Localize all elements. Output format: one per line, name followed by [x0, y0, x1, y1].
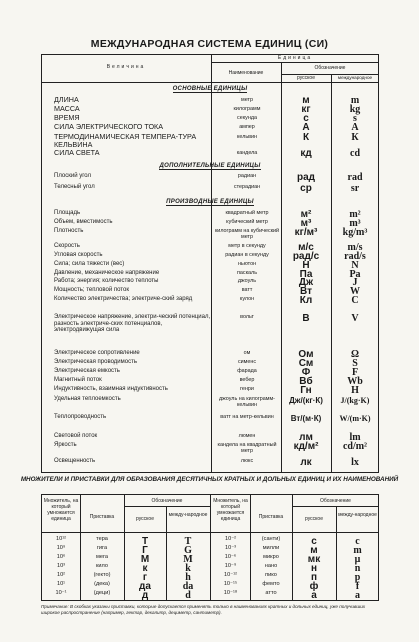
unit-name: стерадиан [233, 184, 261, 190]
prefix-symbol-international: μ [354, 554, 361, 565]
unit-name: килограмм на кубический метр [214, 228, 280, 240]
prefix-symbol-russian: мк [307, 554, 321, 565]
prefix-name: милли [262, 545, 280, 551]
quantity-name: Угловая скорость [54, 252, 103, 258]
symbol-international: s [353, 113, 357, 124]
unit-name: кельвин [236, 134, 258, 140]
symbol-russian: кд [300, 148, 312, 159]
prefix-multiplier: 10¹ [56, 581, 66, 587]
prefix-symbol-international: d [185, 590, 191, 601]
symbol-international: К [351, 132, 359, 143]
symbol-international: J/(kg·K) [340, 396, 370, 405]
quantity-name: Индуктивность, взаимная индуктивность [54, 386, 168, 392]
symbol-russian: А [302, 122, 310, 133]
symbol-russian: м² [300, 209, 312, 220]
ph-mult-right: Множитель, на который умножается единица [213, 498, 248, 522]
ph-intl-right: между-народное [338, 512, 377, 518]
prefix-multiplier: 10⁶ [56, 554, 66, 560]
quantity-name: Работа; энергия; количество теплоты [54, 278, 159, 284]
symbol-international: kg/m³ [342, 227, 368, 238]
quantity-name: Яркость [54, 442, 77, 448]
symbol-russian: Н [302, 260, 310, 271]
symbol-international: cd [350, 148, 360, 159]
symbol-russian: м/с [298, 242, 314, 253]
symbol-russian: лм [299, 432, 313, 443]
symbol-russian: Ом [298, 349, 314, 360]
prefix-symbol-russian: М [140, 554, 150, 565]
prefix-symbol-international: p [354, 572, 361, 583]
symbol-russian: кг/м³ [294, 227, 318, 238]
prefix-name: мега [96, 554, 108, 560]
symbol-russian: Дж/(кг·К) [289, 396, 323, 405]
quantity-name: Электрическая проводимость [54, 359, 137, 365]
symbol-international: sr [350, 183, 360, 194]
quantity-name: Объем, вместимость [54, 219, 113, 225]
prefix-multiplier: 10⁻¹⁸ [223, 590, 238, 596]
prefix-symbol-russian: н [310, 563, 318, 574]
quantity-name: Давление, механическое напряжение [54, 270, 160, 276]
symbol-international: m/s [347, 242, 363, 253]
prefix-symbol-international: T [184, 536, 192, 547]
quantity-name: Теплопроводность [54, 414, 107, 420]
unit-name: джоуль [237, 278, 257, 284]
header-name: Наименование [228, 70, 264, 76]
prefix-name: тера [96, 536, 108, 542]
prefix-symbol-russian: г [142, 572, 148, 583]
symbol-international: Pa [349, 269, 361, 280]
prefix-multiplier: 10⁹ [56, 545, 66, 551]
prefix-name: фемто [262, 581, 280, 587]
symbol-russian: Кл [299, 295, 313, 306]
ph-designation-right: Обозначение [320, 498, 351, 504]
unit-name: паскаль [236, 270, 258, 276]
prefix-header-line [41, 532, 379, 533]
prefix-multiplier: 10⁻⁹ [224, 563, 237, 569]
quantity-name: Скорость [54, 243, 80, 249]
quantity-name: СИЛА СВЕТА [54, 148, 100, 157]
prefix-symbol-russian: д [141, 590, 149, 601]
section-title-additional: ДОПОЛНИТЕЛЬНЫЕ ЕДИНИЦЫ [159, 163, 261, 169]
prefix-symbol-international: c [355, 536, 360, 547]
prefix-multiplier: 10⁻² [224, 536, 237, 542]
prefix-symbol-russian: ф [309, 581, 319, 592]
quantity-name: Плоский угол [54, 173, 91, 179]
prefix-multiplier: 10⁻³ [224, 545, 237, 551]
prefix-symbol-russian: да [139, 581, 151, 592]
symbol-russian: рад/с [292, 251, 320, 262]
prefix-symbol-russian: к [142, 563, 148, 574]
page-title: МЕЖДУНАРОДНАЯ СИСТЕМА ЕДИНИЦ (СИ) [90, 38, 329, 50]
symbol-international: W/(m·K) [339, 414, 371, 423]
header-line [41, 82, 379, 83]
unit-name: кандела на квадратный метр [217, 442, 277, 454]
prefix-multiplier: 10⁻¹² [224, 572, 237, 578]
quantity-name: Электрическое сопротивление [54, 350, 140, 356]
unit-name: сименс [237, 359, 257, 365]
prefix-name: кило [95, 563, 108, 569]
prefix-name: атто [265, 590, 277, 596]
symbol-russian: Гн [300, 385, 312, 396]
prefix-symbol-russian: а [311, 590, 317, 601]
symbol-international: cd/m² [342, 441, 368, 452]
quantity-name: ВРЕМЯ [54, 113, 80, 122]
unit-name: квадратный метр [225, 210, 269, 216]
prefix-name: (гекто) [93, 572, 111, 578]
symbol-russian: См [298, 358, 314, 369]
quantity-name: Плотность [54, 228, 84, 234]
symbol-russian: К [302, 132, 310, 143]
prefix-name: (дека) [94, 581, 110, 587]
ph-intl-left: между-народное [168, 512, 208, 518]
ph-prefix-left: Приставка [89, 514, 115, 520]
header-russian: русское [297, 75, 315, 81]
prefix-name: микро [263, 554, 279, 560]
header-quantity: Величина [106, 64, 146, 70]
header-line [211, 62, 379, 63]
footnote: Примечание: В скобках указаны приставки, которые допускается применять только в наименованиях кратных и дольных единиц, уже получивших широкое распространение (например, гектар, декалитр, дециметр, сантиметр). [41, 604, 366, 615]
symbol-international: Ω [350, 349, 359, 360]
prefix-name: пико [265, 572, 277, 578]
unit-name: кандела [236, 150, 258, 156]
prefix-name: (деци) [93, 590, 111, 596]
quantity-name: Мощность; тепловой поток [54, 287, 129, 293]
quantity-name: Количество электричества; электриче-ский заряд [54, 296, 193, 302]
prefix-symbol-international: m [353, 545, 362, 556]
header-designation: Обозначение [314, 65, 346, 71]
symbol-international: H [351, 385, 359, 396]
symbol-russian: лк [300, 457, 312, 468]
symbol-russian: Ф [301, 367, 311, 378]
symbol-international: V [351, 313, 359, 324]
section-title-derived: ПРОИЗВОДНЫЕ ЕДИНИЦЫ [166, 199, 254, 205]
quantity-name: МАССА [54, 104, 80, 113]
quantity-name: СИЛА ЭЛЕКТРИЧЕСКОГО ТОКА [54, 122, 164, 131]
symbol-international: m [350, 95, 360, 106]
prefix-name: (санти) [261, 536, 281, 542]
unit-name: радиан в секунду [225, 252, 269, 258]
quantity-name: Электрическая емкость [54, 368, 120, 374]
unit-name: килограмм [233, 106, 261, 112]
symbol-international: lm [349, 432, 361, 443]
symbol-international: m³ [349, 218, 361, 229]
prefix-symbol-international: h [185, 572, 191, 583]
unit-name: джоуль на килограмм-кельвин [219, 396, 275, 408]
header-international: международное [337, 75, 373, 80]
symbol-international: C [351, 295, 359, 306]
prefix-symbol-russian: Г [142, 545, 148, 556]
symbol-international: rad [347, 172, 363, 183]
unit-name: генри [240, 386, 254, 392]
prefixes-title: МНОЖИТЕЛИ И ПРИСТАВКИ ДЛЯ ОБРАЗОВАНИЯ ДЕСЯТИЧНЫХ КРАТНЫХ И ДОЛЬНЫХ ЕДИНИЦ И ИХ НАИМЕНОВАНИЙ [20, 476, 399, 483]
symbol-russian: В [302, 313, 310, 324]
symbol-international: S [352, 358, 358, 369]
symbol-russian: Дж [298, 277, 314, 288]
prefix-symbol-russian: м [310, 545, 318, 556]
prefix-symbol-russian: с [311, 536, 317, 547]
symbol-russian: м [302, 95, 310, 106]
prefix-symbol-russian: Т [141, 536, 149, 547]
symbol-international: m² [349, 209, 361, 220]
unit-name: ватт [241, 287, 253, 293]
unit-name: люкс [240, 458, 254, 464]
unit-name: фарада [237, 368, 257, 374]
quantity-name: Сила; сила тяжести (вес) [54, 261, 125, 267]
prefix-symbol-international: G [184, 545, 192, 556]
symbol-international: lx [351, 457, 359, 468]
symbol-russian: Вт/(м·К) [290, 414, 322, 423]
symbol-international: rad/s [344, 251, 366, 262]
section-title-base: ОСНОВНЫЕ ЕДИНИЦЫ [172, 86, 248, 92]
symbol-international: А [351, 122, 359, 133]
unit-name: радиан [237, 173, 257, 179]
symbol-international: Wb [347, 376, 363, 387]
prefix-name: нано [264, 563, 278, 569]
unit-name: ом [243, 350, 251, 356]
prefix-symbol-international: k [185, 563, 191, 574]
prefix-multiplier: 10⁻¹ [55, 590, 67, 596]
quantity-name: Удельная теплоемкость [54, 396, 121, 402]
prefix-symbol-international: a [355, 590, 360, 601]
symbol-russian: кг [301, 104, 311, 115]
prefix-symbol-international: M [183, 554, 193, 565]
symbol-international: J [352, 277, 358, 288]
prefix-multiplier: 10² [56, 572, 66, 578]
symbol-russian: м³ [300, 218, 312, 229]
ph-designation-left: Обозначение [151, 498, 183, 504]
ph-russian-right: русское [305, 516, 323, 522]
prefix-symbol-international: f [355, 581, 360, 592]
unit-name: ампер [239, 124, 255, 130]
prefix-multiplier: 10⁻⁶ [224, 554, 237, 560]
ph-russian-left: русское [136, 516, 154, 522]
quantity-name: Телесный угол [54, 184, 95, 190]
ph-mult-left: Множитель, на который умножается единица [43, 498, 79, 522]
unit-name: ньютон [237, 261, 257, 267]
prefix-symbol-international: n [354, 563, 361, 574]
prefix-name: гига [96, 545, 108, 551]
symbol-russian: рад [296, 172, 316, 183]
symbol-russian: кд/м² [293, 441, 319, 452]
unit-name: люмен [238, 433, 256, 439]
unit-name: секунда [237, 115, 257, 121]
prefix-multiplier: 10¹² [56, 536, 66, 542]
unit-name: вольт [240, 314, 254, 320]
symbol-russian: Вт [300, 286, 312, 297]
unit-name: метр [241, 97, 253, 103]
quantity-name: Площадь [54, 210, 81, 216]
quantity-name: ДЛИНА [54, 95, 79, 104]
symbol-russian: Вб [299, 376, 313, 387]
ph-prefix-right: Приставка [258, 514, 284, 520]
quantity-name: Электрическое напряжение, электри-ческий потенциал, разность электриче-ских потенциалов, электродвижущая сила [54, 314, 211, 334]
unit-name: метр в секунду [228, 243, 266, 249]
prefix-multiplier: 10⁻¹⁵ [223, 581, 238, 587]
symbol-international: F [351, 367, 359, 378]
quantity-name: Освещенность [54, 458, 96, 464]
quantity-name: Световой поток [54, 433, 98, 439]
prefix-header-line [292, 506, 379, 507]
quantity-name: Магнитный поток [54, 377, 102, 383]
symbol-russian: Па [299, 269, 313, 280]
symbol-international: kg [349, 104, 361, 115]
quantity-name: ТЕРМОДИНАМИЧЕСКАЯ ТЕМПЕРА-ТУРА КЕЛЬВИНА [54, 132, 197, 149]
prefix-multiplier: 10³ [56, 563, 66, 569]
prefix-symbol-russian: п [310, 572, 318, 583]
unit-name: ватт на метр-кельвин [220, 414, 274, 420]
symbol-russian: ср [300, 183, 312, 194]
prefix-header-line [124, 506, 210, 507]
unit-name: кулон [239, 296, 255, 302]
unit-name: вебер [239, 377, 255, 383]
unit-name: кубический метр [226, 219, 268, 225]
prefix-symbol-international: da [182, 581, 194, 592]
header-unit: Единица [277, 55, 313, 61]
symbol-international: N [351, 260, 359, 271]
symbol-international: W [350, 286, 360, 297]
symbol-russian: с [303, 113, 309, 124]
